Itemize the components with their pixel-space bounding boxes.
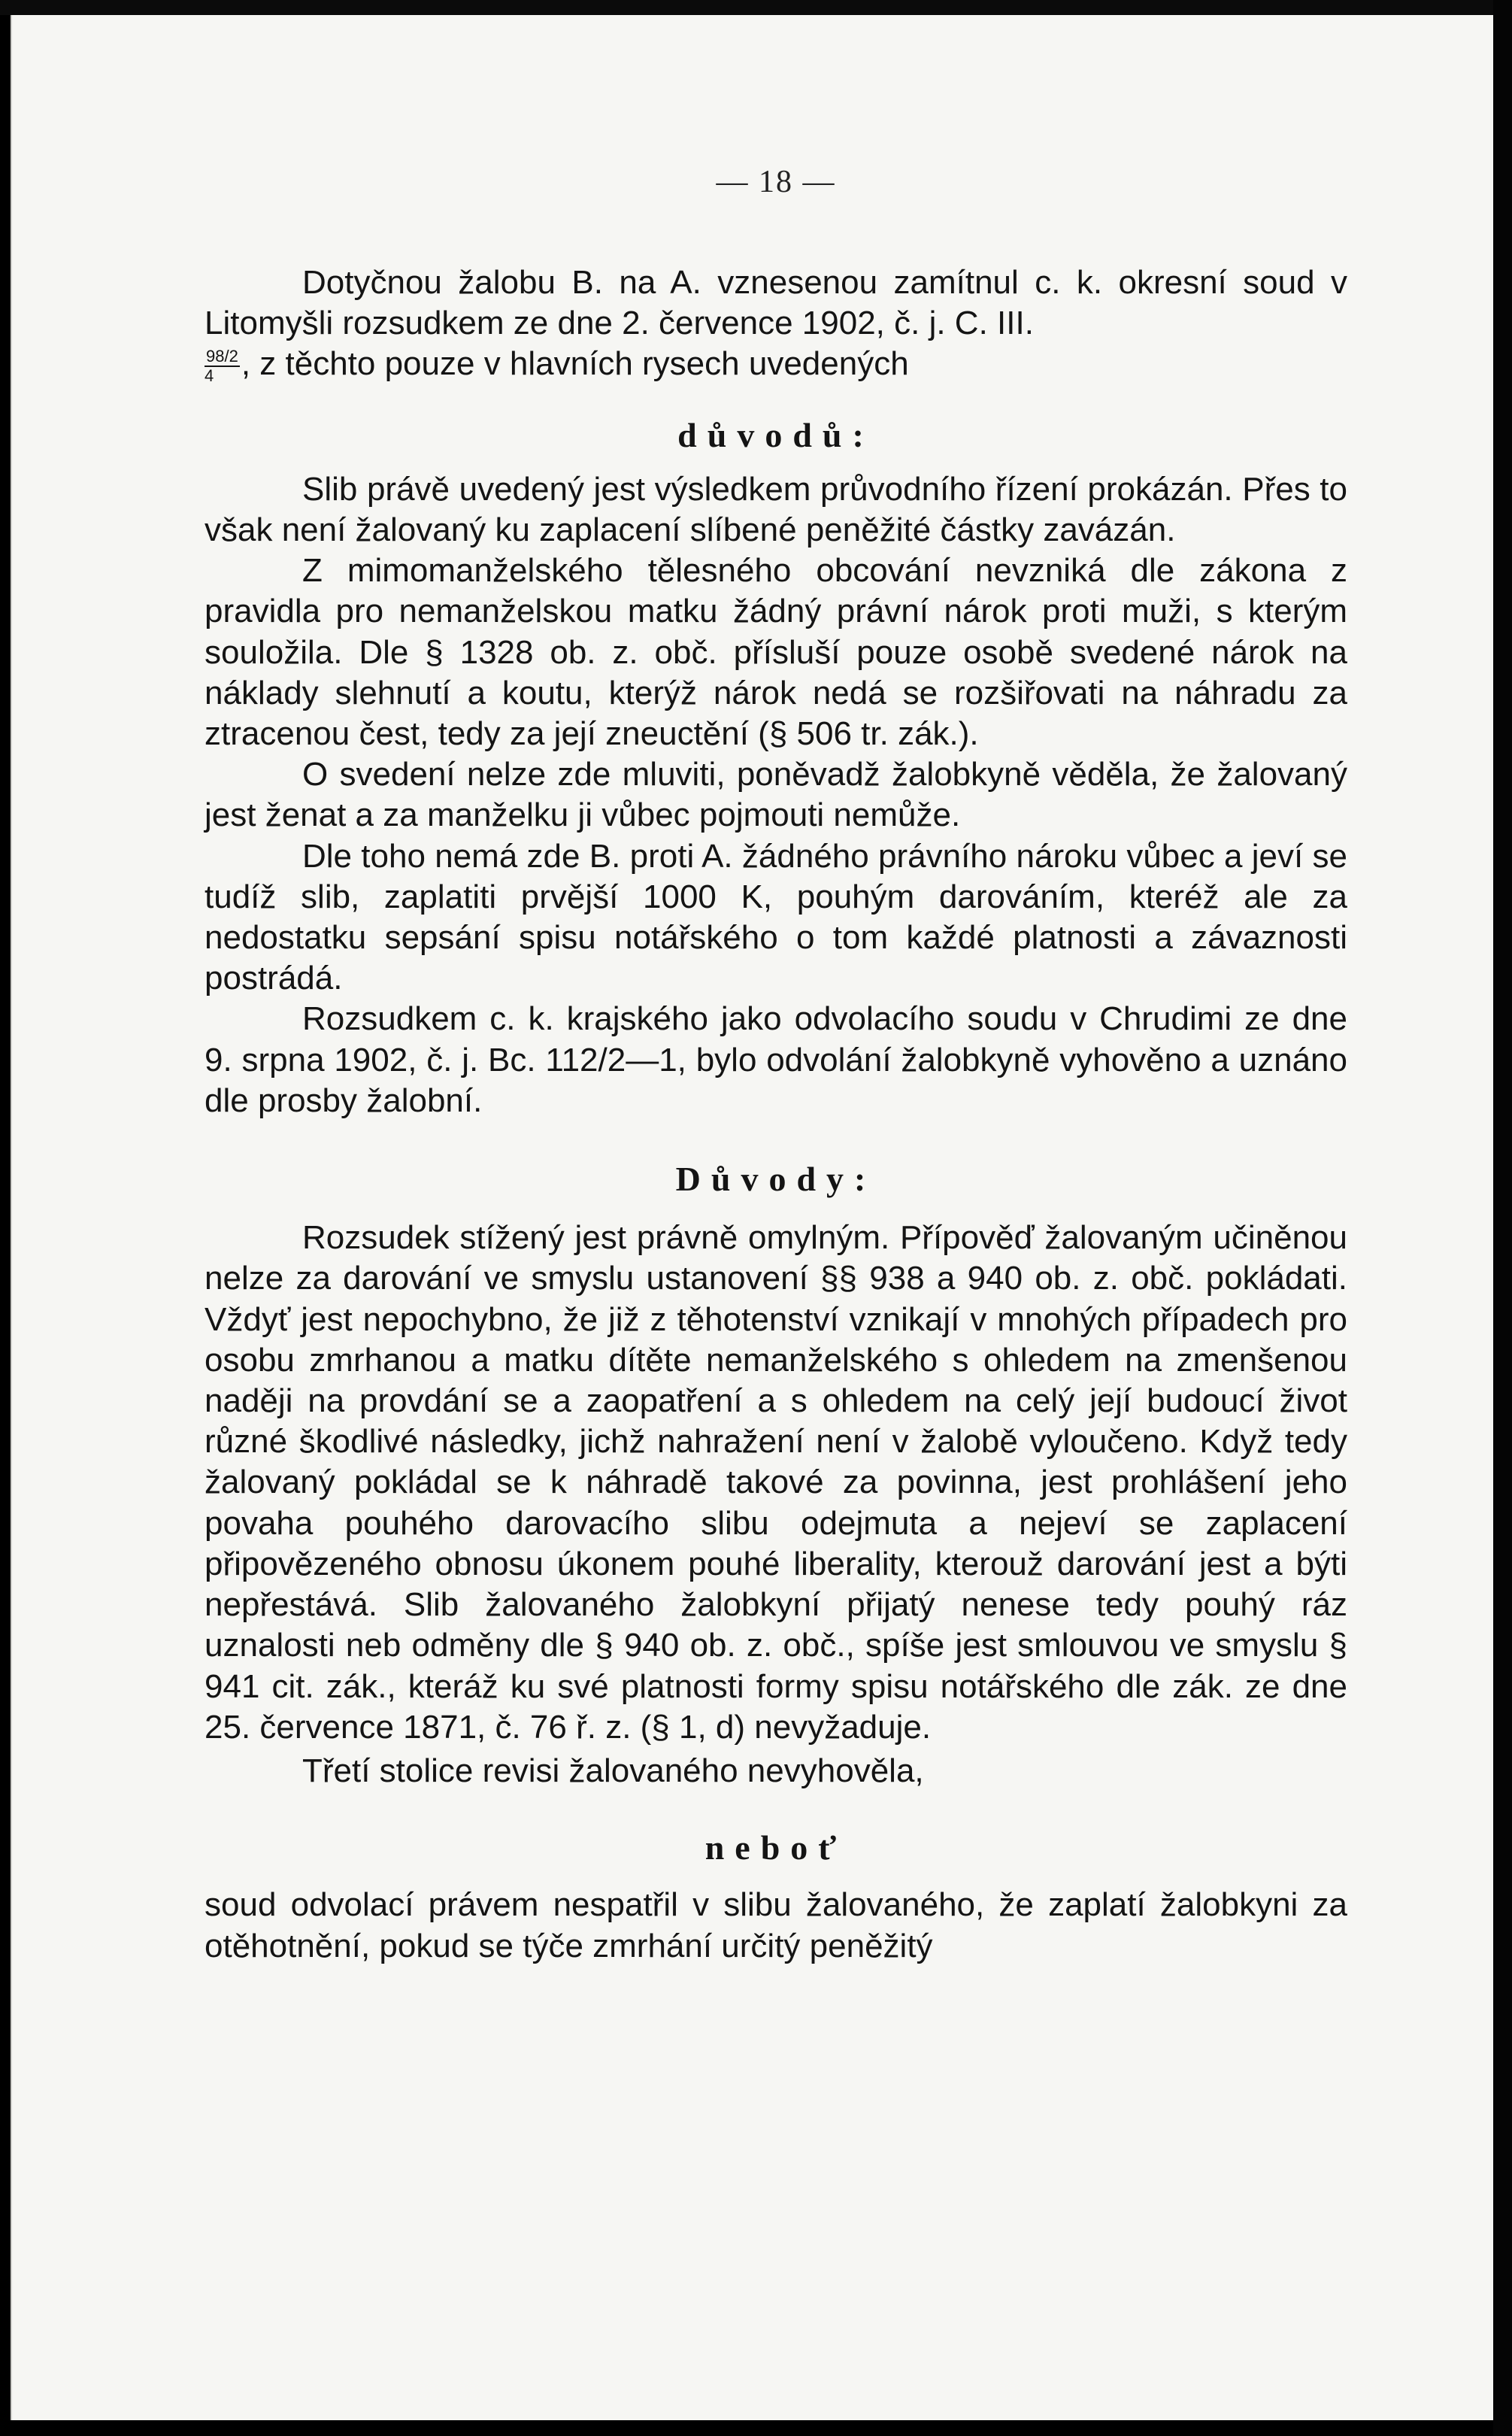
intro-paragraph	[205, 262, 1347, 385]
heading-nebot: neboť	[704, 1828, 847, 1867]
paragraph-7: Třetí stolice revisi žalovaného nevyhověla,	[302, 1752, 924, 1789]
scan-right-edge	[1493, 0, 1512, 2436]
paragraph-5: Rozsudkem c. k. krajského jako odvolacího soudu v Chrudimi ze dne 9. srpna 1902, č. j. Bc. 112/2—1, bylo odvolání žalobkyně vyhověno a uznáno dle prosby žalobní.	[205, 1000, 1347, 1119]
case-number-fraction	[205, 348, 240, 384]
fraction-numerator: 98/2	[206, 346, 238, 366]
intro-lead: Dotyčnou žalobu B. na A. vznesenou zamítnul c. k. okresní soud v Litomyšli rozsudkem ze dne 2. července 1902, č. j. C. III.	[205, 264, 1347, 342]
intro-tail: , z těchto pouze v hlavních rysech uvedených	[241, 345, 909, 383]
paragraph-1: Slib právě uvedený jest výsledkem průvodního řízení prokázán. Přes to však není žalovaný ku zaplacení slíbené peněžité částky zavázán.	[205, 470, 1347, 549]
paragraph-4: Dle toho nemá zde B. proti A. žádného právního nároku vůbec a jeví se tudíž slib, zaplatiti prvější 1000 K, pouhým darováním, kteréž ale za nedostatku sepsání spisu notářského o tom každé platnosti a závaznosti postrádá.	[205, 837, 1347, 997]
paragraph-8: soud odvolací právem nespatřil v slibu žalovaného, že zaplatí žalobkyni za otěhotnění, pokud se týče zmrhání určitý peněžitý	[205, 1886, 1347, 1964]
fraction-denominator: 4	[205, 366, 214, 385]
page-number: — 18 —	[716, 165, 836, 199]
heading-duvody: Důvody:	[675, 1160, 877, 1199]
paragraph-2: Z mimomanželského tělesného obcování nevzniká dle zákona z pravidla pro nemanželskou matku žádný právní nárok proti muži, s kterým souložila. Dle § 1328 ob. z. obč. přísluší pouze osobě svedené nárok na náklady slehnutí a koutu, kterýž nárok nedá se rozšiřovati na náhradu za ztracenou čest, tedy za její zneuctění (§ 506 tr. zák.).	[205, 552, 1347, 753]
paragraph-6: Rozsudek stížený jest právně omylným. Přípověď žalovaným učiněnou nelze za darování ve smyslu ustanovení §§ 938 a 940 ob. z. obč. pokládati. Vždyť jest nepochybno, že již z těhotenství vznikají v mnohých případech pro osobu zmrhanou a matku dítěte nemanželského s ohledem na zmenšenou naději na provdání se a zaopatření a s ohledem na celý její budoucí život různé škodlivé následky, jichž nahražení není v žalobě vyloučeno. Když tedy žalovaný pokládal se k náhradě takové za povinna, jest prohlášení jeho povaha pouhého darovacího slibu odejmuta a nejeví se zaplacení připovězeného obnosu úkonem pouhé liberality, kterouž darování jest a býti nepřestává. Slib žalovaného žalobkyní přijatý nenese tedy pouhý ráz uznalosti neb odměny dle § 940 ob. z. obč., spíše jest smlouvou ve smyslu § 941 cit. zák., kteráž ku své platnosti formy spisu notářského dle zák. ze dne 25. července 1871, č. 76 ř. z. (§ 1, d) nevyžaduje.	[205, 1219, 1347, 1746]
paragraph-3: O svedení nelze zde mluviti, poněvadž žalobkyně věděla, že žalovaný jest ženat a za manželku ji vůbec pojmouti nemůže.	[205, 756, 1347, 834]
heading-duvodu: důvodů:	[677, 415, 874, 454]
scan-top-edge	[0, 0, 1512, 15]
page-body	[205, 262, 1347, 1967]
